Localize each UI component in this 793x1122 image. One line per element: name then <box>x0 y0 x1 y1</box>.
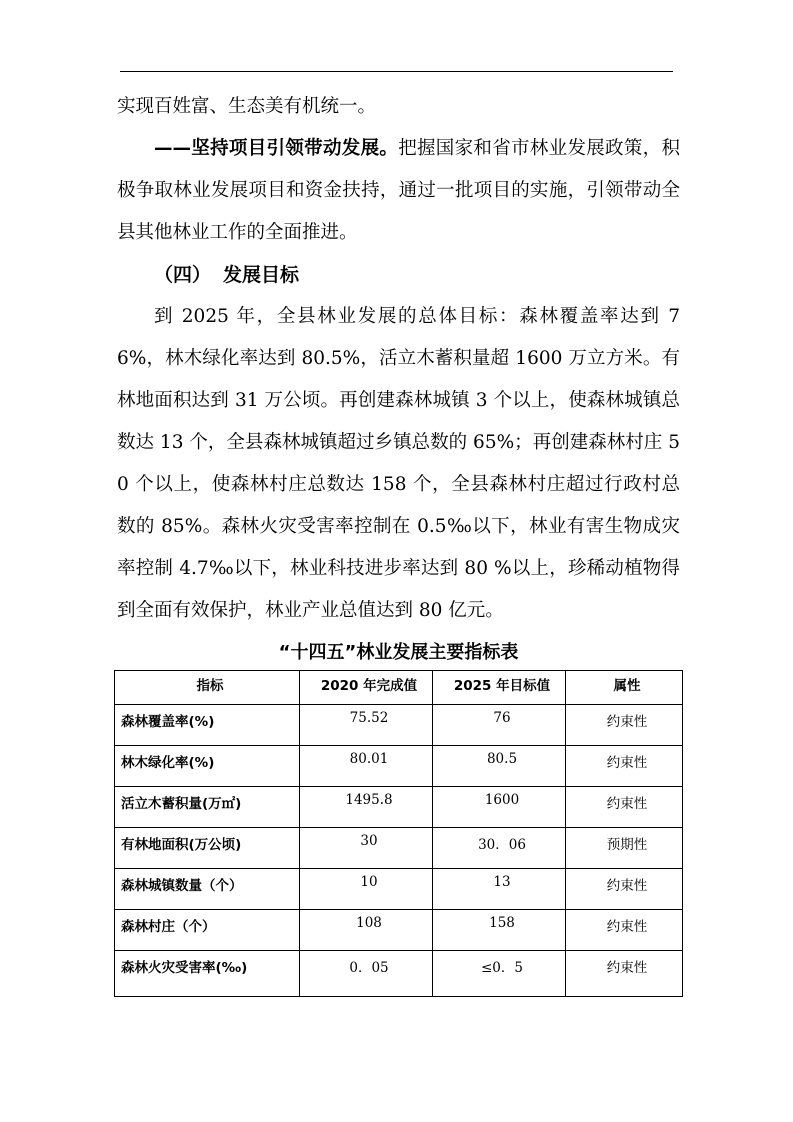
table-header-cell: 2025 年目标值 <box>433 671 566 705</box>
value-2020: 30 <box>300 828 433 869</box>
table-row <box>115 828 683 869</box>
value-2020: 108 <box>300 910 433 951</box>
attribute: 约束性 <box>566 787 683 828</box>
table-header-cell: 指标 <box>115 671 300 705</box>
attribute: 约束性 <box>566 869 683 910</box>
section-title: 发展目标 <box>223 264 300 286</box>
section-number: （四） <box>154 264 212 286</box>
table-header-cell: 2020 年完成值 <box>300 671 433 705</box>
target-2025: 1600 <box>433 787 566 828</box>
table-row <box>115 869 683 910</box>
indicator-name: 森林覆盖率(%) <box>115 705 300 746</box>
attribute: 约束性 <box>566 951 683 997</box>
attribute: 预期性 <box>566 828 683 869</box>
attribute: 约束性 <box>566 746 683 787</box>
section-heading <box>117 254 680 296</box>
table-row <box>115 910 683 951</box>
value-2020: 10 <box>300 869 433 910</box>
table-row <box>115 705 683 746</box>
indicator-name: 森林火灾受害率(‰) <box>115 951 300 997</box>
table-row <box>115 746 683 787</box>
target-2025: 158 <box>433 910 566 951</box>
table-row <box>115 951 683 997</box>
header-rule <box>120 71 673 72</box>
paragraph-project-lead <box>117 128 680 254</box>
paragraph-continuation: 实现百姓富、生态美有机统一。 <box>117 96 377 117</box>
indicator-name: 森林村庄（个） <box>115 910 300 951</box>
value-2020: 80.01 <box>300 746 433 787</box>
target-2025: 13 <box>433 869 566 910</box>
value-2020: 1495.8 <box>300 787 433 828</box>
document-body <box>117 86 680 997</box>
attribute: 约束性 <box>566 910 683 951</box>
paragraph-goals: 到 2025 年，全县林业发展的总体目标：森林覆盖率达到 76%，林木绿化率达到 80.5%，活立木蓄积量超 1600 万立方米。有林地面积达到 31 万公顷。再创建森林城镇 3 个以上，使森林城镇总数达 13 个，全县森林城镇超过乡镇总数的 65%；再创建森林村庄 50 个以上，使森林村庄总数达 158 个，全县森林村庄超过行政村总数的 85%。森林火灾受害率控制在 0.5‰以下，林业有害生物成灾率控制 4.7‰以下，林业科技进步率达到 80 %以上，珍稀动植物得到全面有效保护，林业产业总值达到 80 亿元。 <box>117 306 680 621</box>
table-header-cell: 属性 <box>566 671 683 705</box>
attribute: 约束性 <box>566 705 683 746</box>
target-2025: 30．06 <box>433 828 566 869</box>
target-2025: 76 <box>433 705 566 746</box>
table-header-row <box>115 671 683 705</box>
value-2020: 75.52 <box>300 705 433 746</box>
indicator-table <box>114 670 683 997</box>
value-2020: 0．05 <box>300 951 433 997</box>
paragraph-lead-bold: ——坚持项目引领带动发展。 <box>154 138 399 159</box>
indicator-name: 森林城镇数量（个） <box>115 869 300 910</box>
target-2025: ≤0．5 <box>433 951 566 997</box>
paragraph-lead-body: 把握国家和省市林业发展政策，积极争取林业发展项目和资金扶持，通过一批项目的实施，引领带动全县其他林业工作的全面推进。 <box>117 138 680 243</box>
table-row <box>115 787 683 828</box>
table-title: “十四五”林业发展主要指标表 <box>278 642 519 663</box>
indicator-name: 活立木蓄积量(万㎡) <box>115 787 300 828</box>
indicator-name: 有林地面积(万公顷) <box>115 828 300 869</box>
indicator-name: 林木绿化率(%) <box>115 746 300 787</box>
target-2025: 80.5 <box>433 746 566 787</box>
